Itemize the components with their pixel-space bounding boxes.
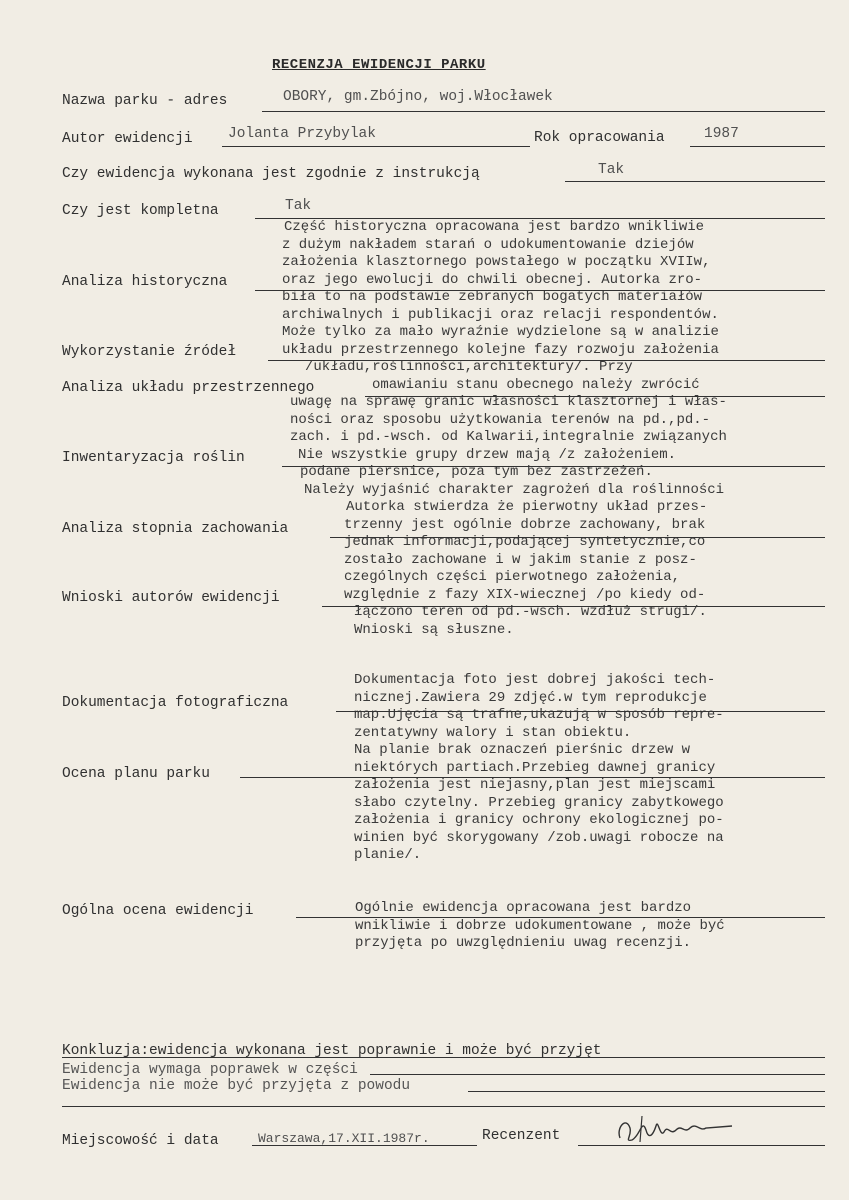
text-line: zentatywny walory i stan obiektu. bbox=[354, 724, 632, 741]
review-text-main bbox=[282, 219, 727, 639]
instruction-value: Tak bbox=[598, 162, 625, 178]
plan-label: Ocena planu parku bbox=[62, 766, 210, 782]
text-line: zostało zachowane i w jakim stanie z posz- bbox=[344, 551, 697, 568]
place-date-label: Miejscowość i data bbox=[62, 1133, 219, 1149]
text-line: Na planie brak oznaczeń pierśnic drzew w bbox=[354, 742, 691, 758]
complete-label: Czy jest kompletna bbox=[62, 203, 219, 219]
text-line: założenia jest niejasny,plan jest miejscami bbox=[354, 777, 716, 793]
text-line: winien być skorygowany /zob.uwagi robocze na bbox=[354, 829, 724, 846]
text-line: nicznej.Zawiera 29 zdjęć.w tym reprodukcje bbox=[354, 689, 707, 706]
text-line: /układu,roślinności,architektury/. Przy bbox=[305, 359, 633, 375]
condition-label: Analiza stopnia zachowania bbox=[62, 521, 289, 537]
reviewer-signature bbox=[612, 1108, 742, 1148]
text-line: zach. i pd.-wsch. od Kalwarii,integralnie związanych bbox=[290, 429, 727, 445]
text-line: z dużym nakładem starań o udokumentowanie dziejów bbox=[282, 236, 694, 253]
text-line: map.Ujęcia są trafne,ukazują w sposób repre- bbox=[354, 707, 724, 723]
text-line: układu przestrzennego kolejne fazy rozwoju założenia bbox=[282, 341, 719, 358]
page-title: RECENZJA EWIDENCJI PARKU bbox=[272, 57, 486, 73]
park-label: Nazwa parku - adres bbox=[62, 93, 228, 109]
text-line: jednak informacji,podającej syntetycznie,co bbox=[344, 534, 706, 550]
photo-label: Dokumentacja fotograficzna bbox=[62, 695, 289, 711]
year-label: Rok opracowania bbox=[534, 130, 665, 146]
conclusion-label: Konkluzja: bbox=[62, 1043, 150, 1059]
text-line: biła to na podstawie zebranych bogatych materiałów bbox=[282, 289, 703, 305]
text-line: Może tylko za mało wyraźnie wydzielone są w analizie bbox=[282, 324, 719, 340]
text-line: ności oraz sposobu użytkowania terenów na pd.,pd.- bbox=[290, 411, 711, 428]
text-line: względnie z fazy XIX-wiecznej /po kiedy od- bbox=[344, 586, 706, 603]
text-line: Autorka stwierdza że pierwotny układ przes- bbox=[346, 499, 708, 515]
park-value: OBORY, gm.Zbójno, woj.Włocławek bbox=[283, 89, 553, 105]
conclusion-value: ewidencja wykonana jest poprawnie i może być przyjęt bbox=[149, 1043, 602, 1059]
text-line: trzenny jest ogólnie dobrze zachowany, brak bbox=[344, 516, 706, 533]
text-line: archiwalnych i publikacji oraz relacji respondentów. bbox=[282, 306, 719, 323]
reviewer-label: Recenzent bbox=[482, 1128, 561, 1144]
author-label: Autor ewidencji bbox=[62, 131, 193, 147]
place-date-value: Warszawa,17.XII.1987r. bbox=[258, 1131, 430, 1146]
text-line: Ogólnie ewidencja opracowana jest bardzo bbox=[355, 900, 692, 916]
text-line: wnikliwie i dobrze udokumentowane , może być bbox=[355, 917, 725, 934]
text-line: słabo czytelny. Przebieg granicy zabytkowego bbox=[354, 794, 724, 811]
year-value: 1987 bbox=[704, 126, 739, 142]
complete-value: Tak bbox=[285, 198, 312, 214]
sources-label: Wykorzystanie źródeł bbox=[62, 344, 237, 360]
plants-label: Inwentaryzacja roślin bbox=[62, 450, 245, 466]
spatial-label: Analiza układu przestrzennego bbox=[62, 380, 315, 396]
historical-label: Analiza historyczna bbox=[62, 274, 228, 290]
text-line: oraz jego ewolucji do chwili obecnej. Autorka zro- bbox=[282, 271, 703, 288]
text-line: Wnioski są słuszne. bbox=[354, 621, 514, 638]
text-line: Dokumentacja foto jest dobrej jakości tech- bbox=[354, 672, 716, 688]
overall-label: Ogólna ocena ewidencji bbox=[62, 903, 254, 919]
text-line: założenia i granicy ochrony ekologicznej po- bbox=[354, 812, 724, 828]
text-line: planie/. bbox=[354, 847, 422, 863]
text-line: założenia klasztornego powstałego w początku XVIIw, bbox=[282, 254, 711, 270]
text-line: niektórych partiach.Przebieg dawnej granicy bbox=[354, 759, 716, 776]
conclusions-label: Wnioski autorów ewidencji bbox=[62, 590, 280, 606]
text-line: omawianiu stanu obecnego należy zwrócić bbox=[372, 376, 700, 393]
text-line: przyjęta po uwzględnieniu uwag recenzji. bbox=[355, 935, 692, 951]
author-value: Jolanta Przybylak bbox=[228, 126, 376, 142]
rejected-line: Ewidencja nie może być przyjęta z powodu bbox=[62, 1078, 411, 1094]
review-text-photo-plan bbox=[354, 672, 724, 865]
text-line: uwagę na sprawę granic własności klasztornej i włas- bbox=[290, 394, 727, 410]
text-line: Nie wszystkie grupy drzew mają /z założeniem. bbox=[298, 446, 677, 463]
needs-corrections-line: Ewidencja wymaga poprawek w części bbox=[62, 1062, 358, 1078]
text-line: Należy wyjaśnić charakter zagrożeń dla roślinności bbox=[304, 481, 725, 498]
text-line: łączono teren od pd.-wsch. wzdłuż strugi/. bbox=[354, 604, 707, 620]
text-line: czególnych części pierwotnego założenia, bbox=[344, 569, 681, 585]
review-text-overall bbox=[355, 900, 725, 953]
text-line: podane piersnice, poza tym bez zastrzeżeń. bbox=[300, 464, 653, 480]
text-line: Część historyczna opracowana jest bardzo wnikliwie bbox=[284, 219, 705, 235]
instruction-label: Czy ewidencja wykonana jest zgodnie z instrukcją bbox=[62, 166, 480, 182]
